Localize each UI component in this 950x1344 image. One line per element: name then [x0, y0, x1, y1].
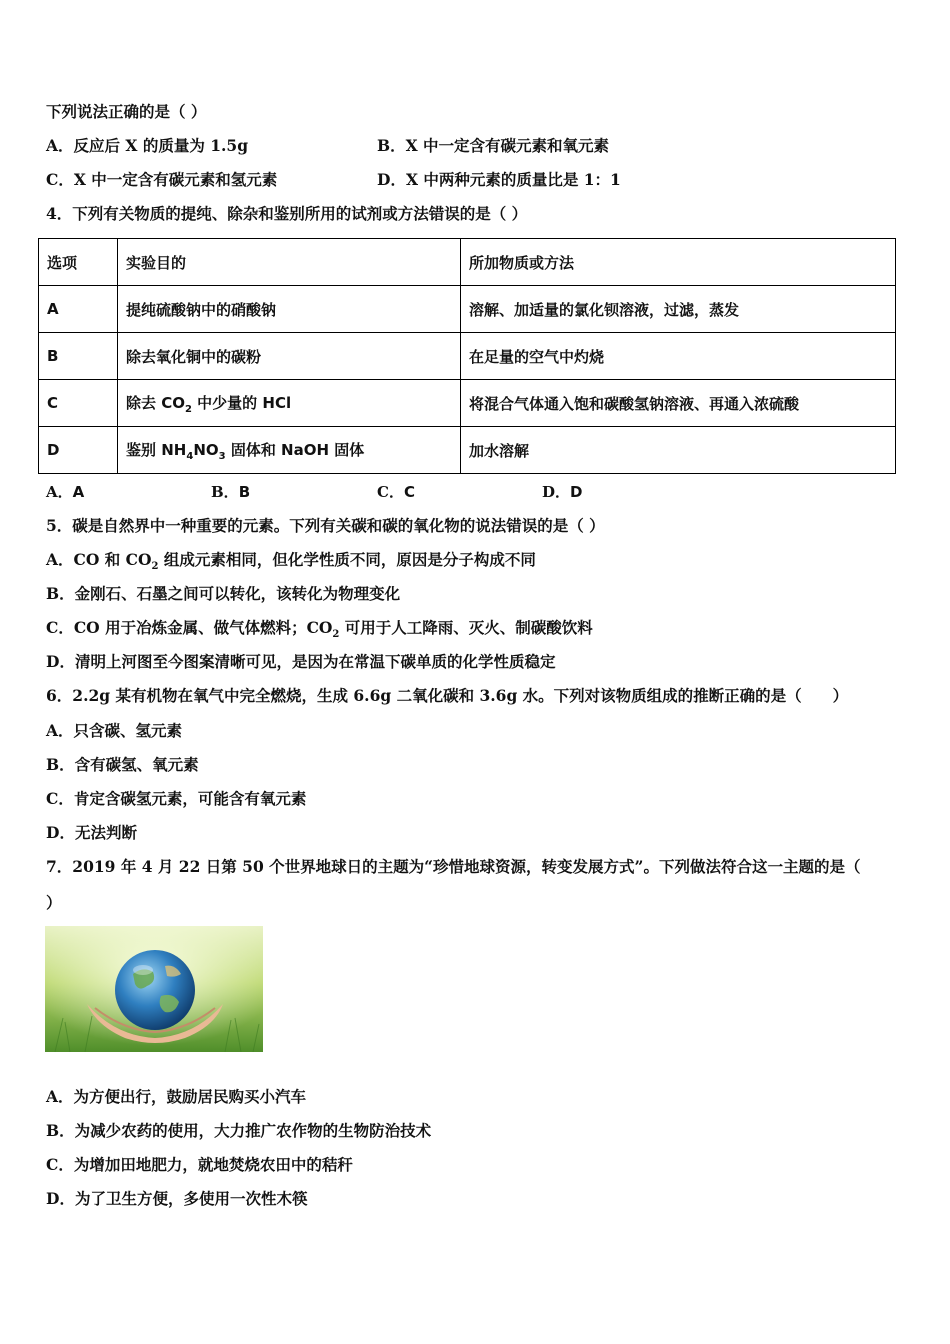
q5-option-d: D．清明上河图至今图案清晰可见，是因为在常温下碳单质的化学性质稳定 — [46, 652, 556, 671]
q7-option-b: B．为减少农药的使用，大力推广农作物的生物防治技术 — [46, 1121, 432, 1140]
q4-table — [38, 238, 896, 474]
row-method: 在足量的空气中灼烧 — [461, 333, 896, 380]
q6-stem: 6．2.2g 某有机物在氧气中完全燃烧，生成 6.6g 二氧化碳和 3.6g 水。下列对该物质组成的推断正确的是（ ） — [46, 686, 849, 705]
table-row — [39, 427, 896, 474]
header-option: 选项 — [39, 239, 118, 286]
q5-option-c: C．CO 用于冶炼金属、做气体燃料；$CO_2$ 可用于人工降雨、灭火、制碳酸饮料 — [46, 618, 593, 641]
row-method: 溶解、加适量的氯化钡溶液，过滤，蒸发 — [461, 286, 896, 333]
q3-option-a: A．反应后 X 的质量为 1.5g — [46, 136, 249, 155]
header-method: 所加物质或方法 — [461, 239, 896, 286]
row-option: B — [39, 333, 118, 380]
q7-option-a: A．为方便出行，鼓励居民购买小汽车 — [46, 1087, 307, 1106]
q6-option-b: B．含有碳氢、氧元素 — [46, 755, 199, 774]
q5-option-b: B．金刚石、石墨之间可以转化，该转化为物理变化 — [46, 584, 401, 603]
q4-answer-c: C．C — [377, 483, 415, 501]
q7-option-c: C．为增加田地肥力，就地焚烧农田中的秸秆 — [46, 1155, 353, 1174]
q7-option-d: D．为了卫生方便，多使用一次性木筷 — [46, 1189, 308, 1208]
q5-option-a: A．CO 和 $CO_2$ 组成元素相同，但化学性质不同，原因是分子构成不同 — [46, 550, 536, 573]
q3-option-d: D．X 中两种元素的质量比是 1：1 — [377, 170, 621, 189]
row-method: 加水溶解 — [461, 427, 896, 474]
q6-option-a: A．只含碳、氢元素 — [46, 721, 183, 740]
row-method: 将混合气体通入饱和碳酸氢钠溶液、再通入浓硫酸 — [461, 380, 896, 427]
q4-answer-b: B．B — [211, 483, 251, 501]
q4-answer-a: A．A — [46, 483, 85, 501]
q7-stem-line2: ） — [46, 893, 62, 912]
q6-option-d: D．无法判断 — [46, 823, 137, 842]
row-purpose: 除去氧化铜中的碳粉 — [118, 333, 461, 380]
q4-answer-d: D．D — [542, 483, 583, 501]
table-header-row — [39, 239, 896, 286]
q3-option-c: C．X 中一定含有碳元素和氢元素 — [46, 170, 278, 189]
q3-option-b: B．X 中一定含有碳元素和氧元素 — [377, 136, 610, 155]
earth-in-hands-photo — [45, 926, 263, 1052]
row-option: D — [39, 427, 118, 474]
table-row — [39, 286, 896, 333]
q4-stem: 4．下列有关物质的提纯、除杂和鉴别所用的试剂或方法错误的是（ ） — [46, 204, 528, 223]
row-purpose: 除去 $CO_2$ 中少量的 HCl — [118, 380, 461, 427]
row-option: C — [39, 380, 118, 427]
header-purpose: 实验目的 — [118, 239, 461, 286]
row-purpose: 鉴别 $NH_4NO_3$ 固体和 NaOH 固体 — [118, 427, 461, 474]
q3-stem-tail: 下列说法正确的是（ ） — [46, 102, 207, 121]
q7-stem-line1: 7．2019 年 4 月 22 日第 50 个世界地球日的主题为“珍惜地球资源，转变发展方式”。下列做法符合这一主题的是（ — [46, 857, 861, 876]
q6-option-c: C．肯定含碳氢元素，可能含有氧元素 — [46, 789, 307, 808]
row-option: A — [39, 286, 118, 333]
table-row — [39, 380, 896, 427]
table-row — [39, 333, 896, 380]
q5-stem: 5．碳是自然界中一种重要的元素。下列有关碳和碳的氧化物的说法错误的是（ ） — [46, 516, 605, 535]
row-purpose: 提纯硫酸钠中的硝酸钠 — [118, 286, 461, 333]
